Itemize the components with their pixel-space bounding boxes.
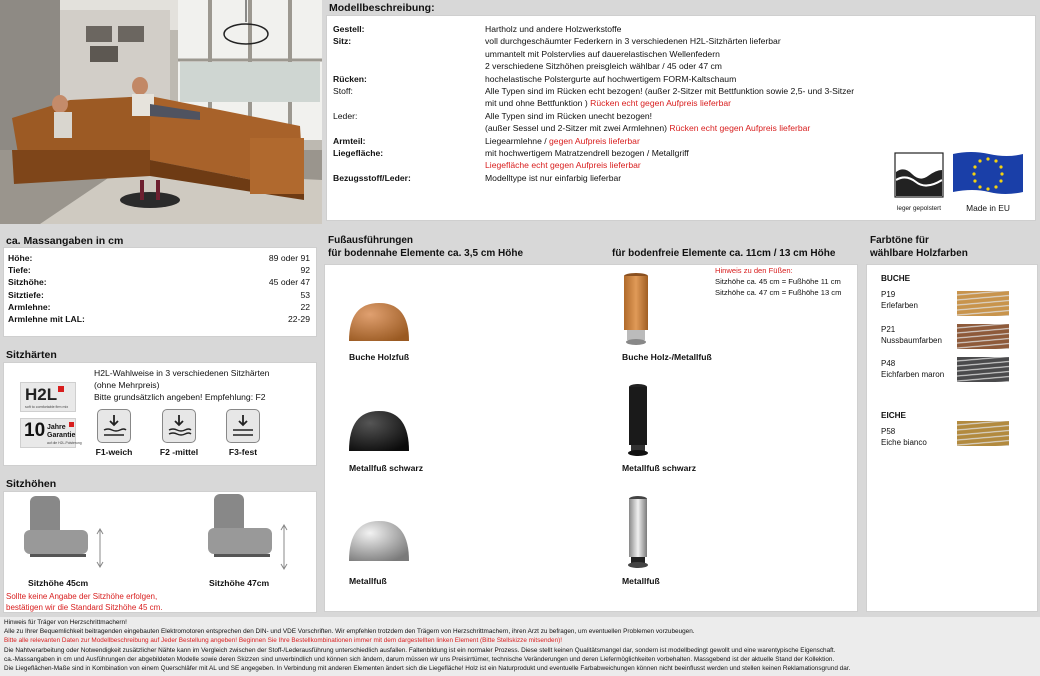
footer-line: Alle zu Ihrer Bequemlichkeit beitragenden eingebauten Elektromotoren entsprechen den DIN- und VDE Vorschriften. Wir empfehlen trotzdem den Trägern von Herzschrittmachern, ihren Arzt zu befragen, um eventuellen Problemen vorzubeugen. <box>4 628 695 636</box>
seat-height-note-2: bestätigen wir die Standard Sitzhöhe 45 cm. <box>6 603 163 612</box>
dimensions-header: ca. Massangaben in cm <box>6 235 124 247</box>
feet-header-low: für bodennahe Elemente ca. 3,5 cm Höhe <box>328 248 524 259</box>
description-value <box>485 110 652 122</box>
color-p48-name: Eichfarben maron <box>881 370 945 379</box>
dimension-row <box>8 313 310 325</box>
description-value <box>485 159 641 171</box>
description-label: Leder: <box>333 110 358 121</box>
description-value <box>485 122 810 134</box>
description-value <box>485 172 621 184</box>
hardness-text-1: H2L-Wahlweise in 3 verschiedenen Sitzhärten <box>94 368 270 378</box>
footer-line: Hinweis für Träger von Herzschrittmachern! <box>4 619 127 626</box>
garantie-word-jahre: Jahre <box>47 424 66 431</box>
product-photo <box>0 0 322 224</box>
metal-foot-icon <box>347 519 411 563</box>
footer-line: Die Nahtverarbeitung oder Notwendigkeit zusätzlicher Nähte kann im Vergleich zwischen der Stoff-/Lederausführung unterschiedlich ausfallen. Faltenbildung ist ein normaler Prozess. Diese stellt keinen Qualitätsmangel dar, sondern ist modellbedingt gewollt und eine warentypische Eigenschaft. <box>4 646 836 654</box>
dimension-row <box>8 289 310 301</box>
seat-height-note <box>6 591 163 613</box>
dimension-key: Armlehne mit LAL: <box>8 314 85 324</box>
dimension-key: Armlehne: <box>8 301 51 312</box>
color-p19-swatch[interactable] <box>957 291 1009 316</box>
description-value-text: mit hochwertigem Matratzendrell bezogen / Metallgriff <box>485 148 689 158</box>
description-value <box>485 85 854 97</box>
seat-height-panel <box>0 475 320 615</box>
black-metal-foot-icon <box>347 409 411 453</box>
color-p21-swatch[interactable] <box>957 324 1009 349</box>
description-value-text: voll durchgeschäumter Federkern in 3 verschiedenen H2L-Sitzhärten lieferbar <box>485 36 781 47</box>
firmness-f3-icon <box>226 409 260 443</box>
feet-right-label-1: Buche Holz-/Metallfuß <box>622 352 712 362</box>
beech-wood-foot-icon <box>347 301 411 343</box>
description-value-text: Hartholz und andere Holzwerkstoffe <box>485 24 622 34</box>
description-value <box>485 35 781 47</box>
description-value <box>485 48 720 60</box>
badge-eu-text: Made in EU <box>966 203 1010 213</box>
firmness-f1-label: F1-weich <box>95 447 133 457</box>
seat-height-header: Sitzhöhen <box>6 478 57 490</box>
dimension-key: Sitztiefe: <box>8 289 44 300</box>
dimension-row <box>8 264 310 276</box>
wood-colors-header-1: Farbtöne für <box>870 235 929 246</box>
description-label: Armteil: <box>333 135 366 146</box>
h2l-red-dot <box>58 386 64 392</box>
description-value-text: Liegearmlehne / <box>485 135 550 146</box>
sofa-room-image <box>0 0 322 224</box>
chair-45-icon <box>20 494 110 576</box>
badge-made-in-eu <box>950 150 1026 212</box>
description-label: Bezugsstoff/Leder: <box>333 172 411 183</box>
dimension-row <box>8 276 310 288</box>
model-description-panel <box>324 0 1040 224</box>
feet-left-label-1: Buche Holzfuß <box>349 352 410 362</box>
feet-left-label-2: Metallfuß schwarz <box>349 463 424 473</box>
color-p21-name: Nussbaumfarben <box>881 336 942 345</box>
eiche-section-title: EICHE <box>881 411 907 420</box>
black-metal-tall-foot-icon <box>625 383 651 457</box>
wood-colors-panel <box>864 232 1040 614</box>
seat-height-body <box>3 491 317 613</box>
description-value <box>485 73 736 85</box>
description-value-red: Rücken echt gegen Aufpreis lieferbar <box>669 123 811 134</box>
h2l-logo-sub: soft to comfortable firm mix <box>25 405 69 409</box>
feet-header-high: für bodenfreie Elemente ca. 11cm / 13 cm Höhe <box>612 248 836 259</box>
color-p58-code: P58 <box>881 427 896 436</box>
color-p48-code: P48 <box>881 359 896 368</box>
firmness-f1-icon <box>97 409 131 443</box>
wave-cushion-icon <box>894 152 944 198</box>
seat-height-note-1: Sollte keine Angabe der Sitzhöhe erfolgen, <box>6 592 158 601</box>
description-label: Liegefläche: <box>333 148 384 158</box>
footer-line: ca.-Massangaben in cm und Ausführungen der abgebildeten Modelle sowie deren Skizzen sind unverbindlich und können sich ändern, darum müssen wir uns Preisirrtümer, technische Veränderungen und deren Liefermöglichkeiten vorbehalten. Massgebend ist der aktuelle Stand der Kollektion. <box>4 655 835 663</box>
description-label: Gestell: <box>333 24 365 34</box>
dimension-value: 22-29 <box>288 314 310 324</box>
garantie-number: 10 <box>24 420 46 441</box>
feet-left-label-3: Metallfuß <box>349 576 387 586</box>
h2l-logo-text: H2L <box>25 385 58 404</box>
description-label: Stoff: <box>333 86 353 96</box>
description-value-red: gegen Aufpreis lieferbar <box>549 135 640 146</box>
metal-tall-foot-icon <box>625 495 651 571</box>
garantie-sub: auf die H2L-Polsterung <box>47 441 82 445</box>
feet-body <box>324 264 858 612</box>
hardness-text-3: Bitte grundsätzlich angeben! Empfehlung: F2 <box>94 392 266 402</box>
badge-leger-text: leger gepolstert <box>896 205 942 212</box>
garantie-badge <box>20 418 82 448</box>
footer-line: Bitte alle relevanten Daten zur Modellbeschreibung auf Jeder Bestellung angeben! Beginnen Sie Ihre Bestellkombinationen immer mit dem dargestellten linken Element (Bitte Stellskizze mitsenden)! <box>4 637 563 645</box>
h2l-logo <box>20 382 76 412</box>
dimension-value: 89 oder 91 <box>268 253 310 263</box>
dimension-key: Höhe: <box>8 253 33 263</box>
description-value-text: Modelltype ist nur einfarbig lieferbar <box>485 172 622 183</box>
color-p58-name: Eiche bianco <box>881 438 927 447</box>
description-value-text: mit und ohne Bettfunktion ) <box>485 98 591 109</box>
dimension-value: 22 <box>300 301 310 312</box>
chair-47-icon <box>204 492 294 576</box>
feet-header-title: Fußausführungen <box>328 235 413 246</box>
description-value-text: 2 verschiedene Sitzhöhen preisgleich wählbar / 45 oder 47 cm <box>485 61 722 72</box>
dimension-row <box>8 252 310 264</box>
description-value <box>485 135 640 147</box>
color-p19-code: P19 <box>881 290 896 299</box>
color-p48-swatch[interactable] <box>957 357 1009 382</box>
garantie-red-dot <box>69 422 74 427</box>
footer-notes <box>0 617 1040 676</box>
feet-note-line-1: Sitzhöhe ca. 45 cm = Fußhöhe 11 cm <box>715 277 841 286</box>
eu-flag-icon <box>951 150 1025 196</box>
seat-height-47-label: Sitzhöhe 47cm <box>209 578 270 588</box>
seat-height-45-label: Sitzhöhe 45cm <box>28 578 89 588</box>
description-value-text: (außer Sessel und 2-Sitzer mit zwei Armlehnen) <box>485 123 670 134</box>
description-value <box>485 97 731 109</box>
dimensions-panel <box>0 232 320 340</box>
footer-line: Die Liegeflächen-Maße sind in Kombination von einem Querschläfer mit AL und SE angegeben. In Verbindung mit anderen Elementen ändert sich die Liegefläche! Holz ist ein Naturprodukt und eventuelle Farbabweichungen können nicht beeinflusst werden und stellen keinen Reklamationsgrund dar. <box>4 665 851 672</box>
feet-note-line-2: Sitzhöhe ca. 47 cm = Fußhöhe 13 cm <box>715 288 842 297</box>
dimension-value: 53 <box>300 289 310 300</box>
feet-right-label-3: Metallfuß <box>622 576 660 586</box>
description-value-red: Liegefläche echt gegen Aufpreis lieferbar <box>485 160 641 171</box>
description-value <box>485 60 722 72</box>
color-p19-name: Erlefarben <box>881 301 918 310</box>
firmness-f2-label: F2 -mittel <box>159 447 199 457</box>
dimension-key: Sitzhöhe: <box>8 277 47 288</box>
color-p58-text <box>881 426 927 448</box>
seat-hardness-panel <box>0 346 320 470</box>
beech-metal-tall-foot-icon <box>621 271 651 347</box>
model-description-header: Modellbeschreibung: <box>329 2 435 14</box>
seat-hardness-body <box>3 362 317 466</box>
color-p21-text <box>881 324 942 346</box>
color-p19-text <box>881 289 918 311</box>
description-value-text: ummantelt mit Polstervlies auf dauerelastischen Wellenfedern <box>485 48 720 59</box>
garantie-word-garantie: Garantie <box>47 431 76 439</box>
buche-section-title: BUCHE <box>881 274 911 283</box>
description-value <box>485 23 621 35</box>
wood-colors-header-2: wählbare Holzfarben <box>870 248 968 259</box>
hardness-text-2: (ohne Mehrpreis) <box>94 380 160 390</box>
color-p58-swatch[interactable] <box>957 421 1009 446</box>
dimension-value: 45 oder 47 <box>268 277 310 288</box>
dimension-value: 92 <box>300 265 310 276</box>
feet-right-label-2: Metallfuß schwarz <box>622 463 697 473</box>
badge-leger-gepolstert <box>893 152 945 210</box>
dimension-key: Tiefe: <box>8 265 31 276</box>
description-value-text: hochelastische Polstergurte auf hochwertigem FORM-Kaltschaum <box>485 73 737 84</box>
description-value <box>485 147 689 159</box>
seat-hardness-header: Sitzhärten <box>6 349 57 361</box>
description-value-red: Rücken echt gegen Aufpreis lieferbar <box>590 98 732 109</box>
description-value-text: Alle Typen sind im Rücken unecht bezogen! <box>485 110 653 121</box>
description-label: Rücken: <box>333 73 367 84</box>
dimension-row <box>8 301 310 313</box>
feet-note-title: Hinweis zu den Füßen: <box>715 266 793 275</box>
dimensions-table <box>3 247 317 337</box>
description-value-text: Alle Typen sind im Rücken echt bezogen! (außer 2-Sitzer mit Bettfunktion sowie 2,5- und 3-Sitzer <box>485 86 855 96</box>
feet-panel <box>322 232 860 614</box>
description-label: Sitz: <box>333 36 352 47</box>
color-p21-code: P21 <box>881 325 896 334</box>
model-description-body <box>326 15 1036 221</box>
color-p48-text <box>881 358 944 380</box>
firmness-f2-icon <box>162 409 196 443</box>
firmness-f3-label: F3-fest <box>228 447 258 457</box>
wood-colors-body <box>866 264 1038 612</box>
